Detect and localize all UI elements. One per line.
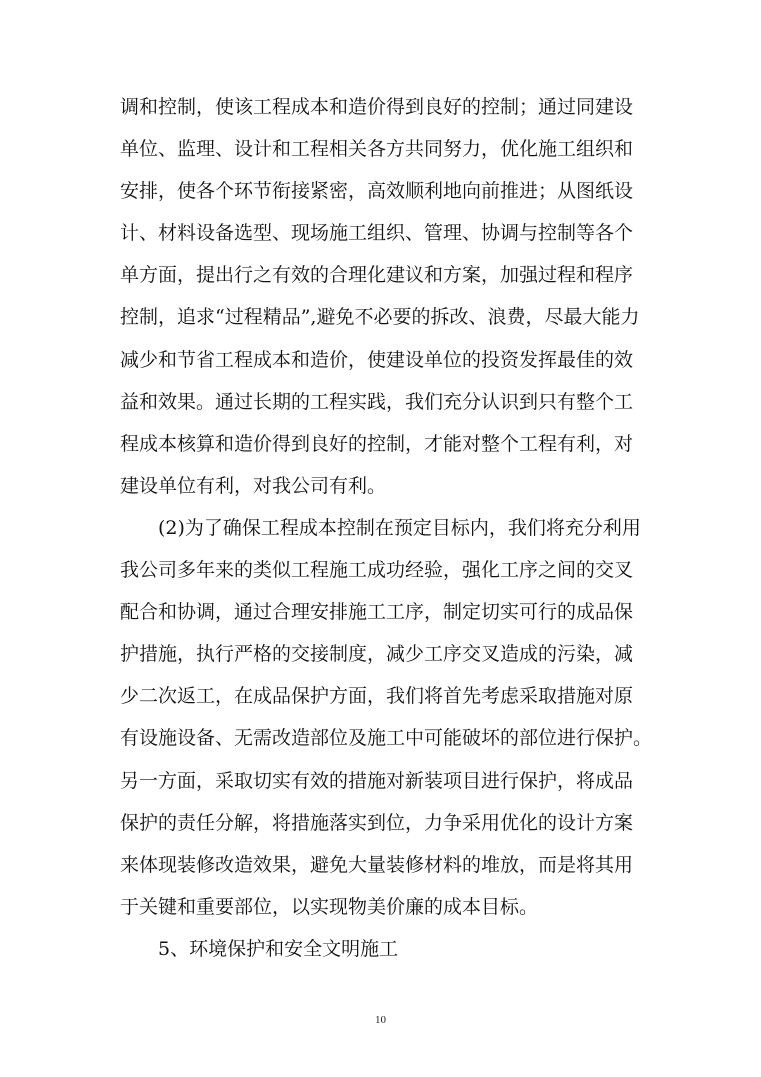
text-line: 单位、监理、设计和工程相关各方共同努力，优化施工组织和 [120, 138, 634, 161]
text-line: 控制，追求“过程精品”,避免不必要的拆改、浪费，尽最大能力 [120, 306, 640, 329]
text-line: 计、材料设备选型、现场施工组织、管理、协调与控制等各个 [120, 222, 634, 245]
text-line: 我公司多年来的类似工程施工成功经验，强化工序之间的交叉 [120, 559, 634, 582]
text-line: 保护的责任分解，将措施落实到位，力争采用优化的设计方案 [120, 811, 634, 834]
section-heading: 5、环境保护和安全文明施工 [158, 937, 399, 960]
text-line: 于关键和重要部位，以实现物美价廉的成本目标。 [120, 895, 539, 918]
text-line: 护措施，执行严格的交接制度，减少工序交叉造成的污染，减 [120, 643, 634, 666]
text-line: 另一方面，采取切实有效的措施对新装项目进行保护，将成品 [120, 769, 634, 792]
text-line: 程成本核算和造价得到良好的控制，才能对整个工程有利，对 [120, 432, 634, 455]
text-line: 少二次返工，在成品保护方面，我们将首先考虑采取措施对原 [120, 685, 634, 708]
page-number: 10 [375, 1014, 386, 1026]
text-line: 有设施设备、无需改造部位及施工中可能破坏的部位进行保护。 [120, 727, 653, 750]
text-line: 来体现装修改造效果，避免大量装修材料的堆放，而是将其用 [120, 853, 634, 876]
text-line: 建设单位有利，对我公司有利。 [120, 474, 387, 497]
text-line: 益和效果。通过长期的工程实践，我们充分认识到只有整个工 [120, 390, 634, 413]
paragraph-start-line: (2)为了确保工程成本控制在预定目标内，我们将充分利用 [158, 516, 641, 539]
text-line: 安排，使各个环节衔接紧密，高效顺利地向前推进；从图纸设 [120, 180, 634, 203]
text-line: 配合和协调，通过合理安排施工工序，制定切实可行的成品保 [120, 601, 634, 624]
text-line: 单方面，提出行之有效的合理化建议和方案，加强过程和程序 [120, 264, 634, 287]
body-text [120, 86, 653, 970]
text-line: 调和控制，使该工程成本和造价得到良好的控制；通过同建设 [120, 96, 634, 118]
text-line: 减少和节省工程成本和造价，使建设单位的投资发挥最佳的效 [120, 348, 634, 371]
